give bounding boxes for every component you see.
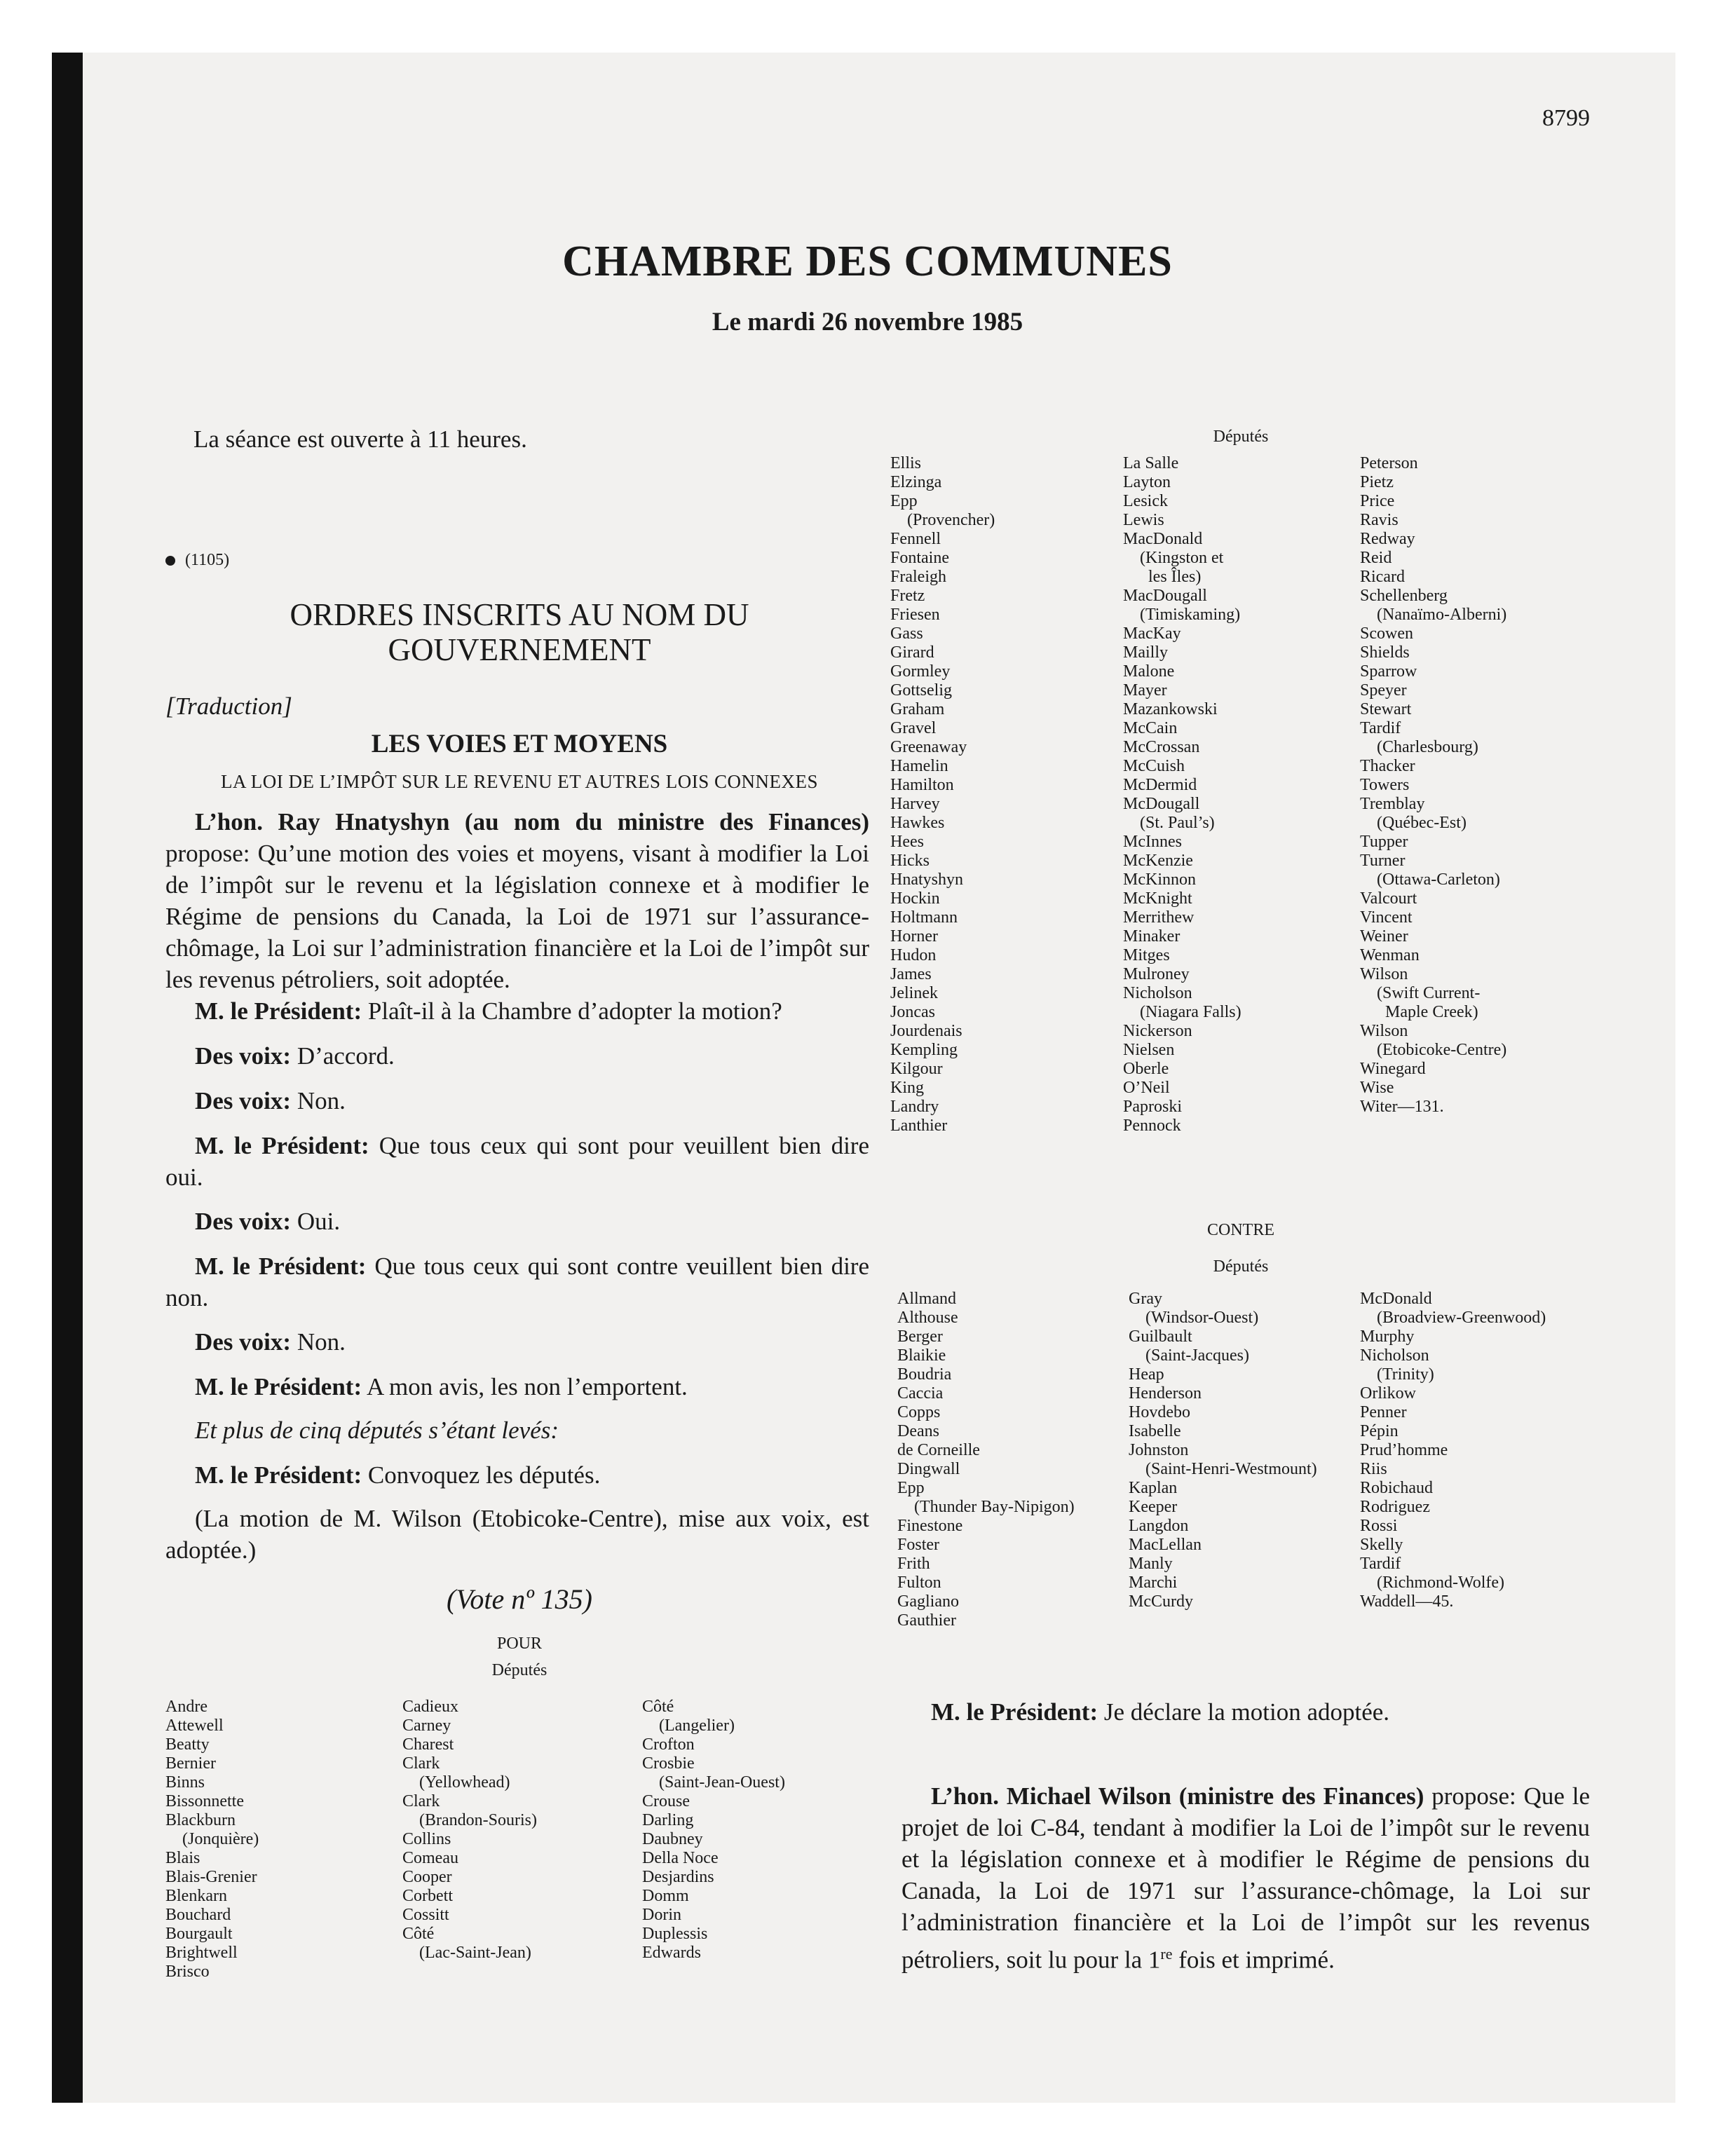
deputy-name: Keeper <box>1129 1498 1178 1516</box>
deputy-name: Gauthier <box>897 1611 956 1630</box>
pour-list-col3 <box>642 1698 785 1963</box>
deputy-name: (Niagara Falls) <box>1123 1003 1241 1021</box>
contre-col3 <box>1360 1290 1546 1611</box>
deputy-name: Duplessis <box>642 1925 708 1943</box>
deputy-name: Horner <box>890 927 938 946</box>
deputy-name: (Richmond-Wolfe) <box>1360 1574 1505 1592</box>
deputy-name: (Broadview-Greenwood) <box>1360 1309 1546 1327</box>
deputy-name: Clark <box>402 1754 440 1773</box>
deputy-name: McKenzie <box>1123 852 1193 870</box>
deputy-name: Witer—131. <box>1360 1098 1444 1116</box>
deputy-name: Redway <box>1360 530 1415 548</box>
deputy-name: (Québec-Est) <box>1360 814 1467 832</box>
deputy-name: Riis <box>1360 1460 1387 1478</box>
deputy-name: Bernier <box>165 1754 216 1773</box>
contre-deputes-label: Députés <box>1213 1257 1269 1276</box>
bill-superscript: re <box>1160 1945 1173 1963</box>
deputy-name: Epp <box>890 492 918 510</box>
bill-paragraph <box>901 1780 1590 1976</box>
pour-continued-col3 <box>1360 454 1506 1117</box>
deputy-name: (Etobicoke-Centre) <box>1360 1041 1507 1059</box>
deputy-name: McKnight <box>1123 889 1192 908</box>
deputy-name: Gray <box>1129 1290 1162 1308</box>
deputy-name: Cadieux <box>402 1698 458 1716</box>
deputy-name: (Langelier) <box>642 1717 735 1735</box>
deputy-name: McCurdy <box>1129 1592 1193 1611</box>
deputy-name: Scowen <box>1360 625 1413 643</box>
deputy-name: Prud’homme <box>1360 1441 1448 1459</box>
contre-label: CONTRE <box>1207 1221 1274 1239</box>
deputy-name: (Swift Current- <box>1360 984 1481 1002</box>
deputy-name: Wilson <box>1360 1022 1408 1040</box>
deputy-name: (Windsor-Ouest) <box>1129 1309 1259 1327</box>
deputy-name: La Salle <box>1123 454 1179 472</box>
deputy-name: Finestone <box>897 1517 963 1535</box>
deputy-name: Mitges <box>1123 946 1170 964</box>
contre-col2 <box>1129 1290 1317 1611</box>
pour-label: POUR <box>496 1635 543 1653</box>
deputy-name: Ellis <box>890 454 922 472</box>
deputy-name: Allmand <box>897 1290 956 1308</box>
deputy-name: Fulton <box>897 1574 941 1592</box>
deputy-name: Sparrow <box>1360 662 1417 681</box>
contre-col1 <box>897 1290 1075 1630</box>
deputy-name: Nickerson <box>1123 1022 1192 1040</box>
deputy-name: Bourgault <box>165 1925 233 1943</box>
deputy-name: Desjardins <box>642 1868 714 1886</box>
sitting-date: Le mardi 26 novembre 1985 <box>712 308 1023 336</box>
deputy-name: Fontaine <box>890 549 949 567</box>
pour-continued-col1 <box>890 454 995 1135</box>
deputy-name: Ravis <box>1360 511 1399 529</box>
deputy-name: King <box>890 1079 924 1097</box>
deputy-name: Orlikow <box>1360 1384 1416 1403</box>
deputy-name: Blais <box>165 1849 200 1867</box>
speaker: M. le Président: <box>195 1373 362 1400</box>
deputy-name: Speyer <box>1360 681 1407 700</box>
deputy-name: Carney <box>402 1717 451 1735</box>
deputy-name: McDermid <box>1123 776 1197 794</box>
deputy-name: Paproski <box>1123 1098 1182 1116</box>
deputy-name: Henderson <box>1129 1384 1202 1403</box>
page-number: 8799 <box>1542 105 1590 131</box>
deputy-name: Bouchard <box>165 1906 231 1924</box>
deputy-name: Marchi <box>1129 1574 1178 1592</box>
deputy-name: (Yellowhead) <box>402 1773 510 1792</box>
deputy-name: Waddell—45. <box>1360 1592 1454 1611</box>
bill-text-end: fois et imprimé. <box>1172 1946 1335 1974</box>
deputy-name: Dorin <box>642 1906 681 1924</box>
deputy-name: MacKay <box>1123 625 1181 643</box>
deputy-name: Crosbie <box>642 1754 695 1773</box>
deputy-name: Binns <box>165 1773 205 1792</box>
deputy-name: Peterson <box>1360 454 1418 472</box>
deputy-name: Rodriguez <box>1360 1498 1430 1516</box>
deputy-name: Pennock <box>1123 1117 1181 1135</box>
deputy-name: Hicks <box>890 852 930 870</box>
deputy-name: O’Neil <box>1123 1079 1170 1097</box>
time-marker-text: (1105) <box>185 551 230 569</box>
deputy-name: Schellenberg <box>1360 587 1448 605</box>
time-marker <box>165 551 229 570</box>
deputy-name: Andre <box>165 1698 207 1716</box>
deputy-name: Côté <box>642 1698 674 1716</box>
deputy-name: Darling <box>642 1811 694 1829</box>
deputy-name: Thacker <box>1360 757 1415 775</box>
deputy-name: Edwards <box>642 1944 701 1962</box>
deputy-name: Tardif <box>1360 719 1401 737</box>
deputy-name: de Corneille <box>897 1441 980 1459</box>
pour-continued-col2 <box>1123 454 1241 1135</box>
deputy-name: Jourdenais <box>890 1022 962 1040</box>
deputy-name: McKinnon <box>1123 871 1196 889</box>
deputy-name: (Ottawa-Carleton) <box>1360 871 1500 889</box>
deputy-name: Hnatyshyn <box>890 871 963 889</box>
deputy-name: Copps <box>897 1403 941 1421</box>
deputy-name: Deans <box>897 1422 939 1440</box>
deputy-name: Fraleigh <box>890 568 946 586</box>
deputy-name: Hovdebo <box>1129 1403 1190 1421</box>
sub-subsection-title: LA LOI DE L’IMPÔT SUR LE REVENU ET AUTRES LOIS CONNEXES <box>220 771 818 792</box>
pour-deputes-label: Députés <box>491 1661 547 1679</box>
deputy-name: Graham <box>890 700 945 718</box>
deputy-name: Valcourt <box>1360 889 1417 908</box>
deputy-name: James <box>890 965 932 983</box>
deputy-name: Fretz <box>890 587 925 605</box>
deputy-name: Tremblay <box>1360 795 1425 813</box>
deputy-name: Wenman <box>1360 946 1420 964</box>
scan-binding-shadow <box>52 53 83 2103</box>
deputy-name: (Jonquière) <box>165 1830 259 1848</box>
bill-speaker: L’hon. Michael Wilson (ministre des Finances) <box>931 1782 1424 1810</box>
deputy-name: Blenkarn <box>165 1887 227 1905</box>
deputy-name: Lesick <box>1123 492 1168 510</box>
deputy-name: Gravel <box>890 719 937 737</box>
deputy-name: Fennell <box>890 530 941 548</box>
deputy-name: Jelinek <box>890 984 938 1002</box>
deputy-name: Vincent <box>1360 908 1413 927</box>
deputy-name: Harvey <box>890 795 940 813</box>
deputy-name: Corbett <box>402 1887 453 1905</box>
deputy-name: Robichaud <box>1360 1479 1433 1497</box>
deputy-name: Mayer <box>1123 681 1167 700</box>
section-title-line1: ORDRES INSCRITS AU NOM DU <box>290 597 749 632</box>
deputy-name: Hamilton <box>890 776 954 794</box>
deputy-name: Hamelin <box>890 757 948 775</box>
deputy-name: (Saint-Jacques) <box>1129 1346 1249 1365</box>
deputy-name: Epp <box>897 1479 925 1497</box>
deputy-name: (Nanaïmo-Alberni) <box>1360 606 1507 624</box>
deputy-name: McCrossan <box>1123 738 1200 756</box>
speaker: M. le Président: <box>195 1132 369 1159</box>
bullet-icon <box>165 556 175 566</box>
deputy-name: Cossitt <box>402 1906 449 1924</box>
deputy-name: Cooper <box>402 1868 452 1886</box>
deputy-name: (St. Paul’s) <box>1123 814 1215 832</box>
speech: Non. <box>291 1328 346 1356</box>
deputy-name: Hudon <box>890 946 937 964</box>
deputy-name: Clark <box>402 1792 440 1810</box>
opening-line: La séance est ouverte à 11 heures. <box>193 425 527 453</box>
deputy-name: Berger <box>897 1328 943 1346</box>
deputy-name: Rossi <box>1360 1517 1398 1535</box>
deputy-name: Althouse <box>897 1309 958 1327</box>
exchange-2 <box>165 1040 869 1072</box>
deputy-name: Gottselig <box>890 681 952 700</box>
deputy-name: (Provencher) <box>890 511 995 529</box>
deputy-name: Winegard <box>1360 1060 1426 1078</box>
deputy-name: Boudria <box>897 1365 952 1384</box>
deputy-name: Mailly <box>1123 643 1168 662</box>
deputy-name: Collins <box>402 1830 451 1848</box>
speaker: Des voix: <box>195 1208 292 1235</box>
motion-paragraph <box>165 806 869 995</box>
deputy-name: Manly <box>1129 1555 1173 1573</box>
deputy-name: Nielsen <box>1123 1041 1175 1059</box>
deputy-name: Penner <box>1360 1403 1407 1421</box>
speaker: M. le Président: <box>931 1698 1098 1726</box>
translation-tag: [Traduction] <box>165 692 292 720</box>
exchange-1 <box>165 995 869 1027</box>
speech: A mon avis, les non l’emportent. <box>362 1373 688 1400</box>
deputy-name: Hees <box>890 833 924 851</box>
deputy-name: Attewell <box>165 1717 224 1735</box>
speech: Convoquez les députés. <box>362 1461 601 1489</box>
speech: Non. <box>291 1087 346 1114</box>
speech: Oui. <box>291 1208 341 1235</box>
deputy-name: McCain <box>1123 719 1178 737</box>
deputy-name: Mulroney <box>1123 965 1190 983</box>
deputy-name: Pépin <box>1360 1422 1399 1440</box>
deputy-name: Elzinga <box>890 473 942 491</box>
deputy-name: Frith <box>897 1555 930 1573</box>
deputy-name: Caccia <box>897 1384 944 1403</box>
deputy-name: Layton <box>1123 473 1171 491</box>
deputy-name: Greenaway <box>890 738 967 756</box>
speaker: M. le Président: <box>195 1461 362 1489</box>
deputy-name: Maple Creek) <box>1360 1003 1478 1021</box>
deputy-name: McCuish <box>1123 757 1185 775</box>
deputy-name: Tardif <box>1360 1555 1401 1573</box>
bill-text: propose: Que le projet de loi C-84, tendant à modifier la Loi de l’impôt sur le revenu et la législation connexe et à modifier le Régime de pensions du Canada, la Loi de 1971 sur l’assurance-chômage, la Loi sur l’administration financière et la Loi de l’impôt sur les revenus pétroliers, soit lu pour la 1 <box>901 1782 1590 1974</box>
deputy-name: Dingwall <box>897 1460 960 1478</box>
deputy-name: les Îles) <box>1123 568 1202 586</box>
deputy-name: Heap <box>1129 1365 1164 1384</box>
deputy-name: Wilson <box>1360 965 1408 983</box>
deputy-name: Kempling <box>890 1041 958 1059</box>
deputy-name: Foster <box>897 1536 939 1554</box>
deputy-name: Isabelle <box>1129 1422 1181 1440</box>
deputy-name: Kilgour <box>890 1060 943 1078</box>
vote-result: (La motion de M. Wilson (Etobicoke-Centre), mise aux voix, est adoptée.) <box>165 1505 869 1564</box>
deputy-name: Daubney <box>642 1830 703 1848</box>
deputy-name: (Lac-Saint-Jean) <box>402 1944 531 1962</box>
page-title: CHAMBRE DES COMMUNES <box>562 238 1173 285</box>
deputy-name: Merrithew <box>1123 908 1195 927</box>
deputy-name: Price <box>1360 492 1395 510</box>
deputy-name: Bissonnette <box>165 1792 244 1810</box>
section-title <box>165 597 873 667</box>
exchange-6 <box>165 1250 869 1314</box>
deputy-name: (Charlesbourg) <box>1360 738 1478 756</box>
deputy-name: McInnes <box>1123 833 1182 851</box>
speaker: Des voix: <box>195 1042 292 1070</box>
deputy-name: Skelly <box>1360 1536 1403 1554</box>
deputy-name: Beatty <box>165 1735 210 1754</box>
deputy-name: Girard <box>890 643 934 662</box>
declare-line <box>901 1696 1389 1728</box>
deputy-name: Joncas <box>890 1003 935 1021</box>
speech: Plaît-il à la Chambre d’adopter la motion? <box>362 997 782 1025</box>
deputy-name: Towers <box>1360 776 1410 794</box>
exchange-4 <box>165 1130 869 1193</box>
pour-list-col1 <box>165 1698 259 1981</box>
deputy-name: Murphy <box>1360 1328 1415 1346</box>
deputy-name: Pietz <box>1360 473 1394 491</box>
deputy-name: (Timiskaming) <box>1123 606 1241 624</box>
exchange-3 <box>165 1085 869 1117</box>
deputy-name: Turner <box>1360 852 1406 870</box>
deputy-name: Kaplan <box>1129 1479 1178 1497</box>
deputy-name: Johnston <box>1129 1441 1189 1459</box>
deputy-name: (Kingston et <box>1123 549 1224 567</box>
deputy-name: Lewis <box>1123 511 1164 529</box>
vote-number: (Vote nº 135) <box>447 1583 592 1615</box>
deputy-name: Blais-Grenier <box>165 1868 257 1886</box>
deputy-name: Brisco <box>165 1963 210 1981</box>
stage-direction: Et plus de cinq députés s’étant levés: <box>195 1417 559 1444</box>
deputy-name: Charest <box>402 1735 454 1754</box>
deputy-name: McDonald <box>1360 1290 1432 1308</box>
deputy-name: Mazankowski <box>1123 700 1218 718</box>
deputy-name: MacDonald <box>1123 530 1203 548</box>
deputy-name: (Saint-Henri-Westmount) <box>1129 1460 1317 1478</box>
speaker: Des voix: <box>195 1087 292 1114</box>
deputy-name: Reid <box>1360 549 1392 567</box>
deputy-name: Gass <box>890 625 923 643</box>
deputy-name: Guilbault <box>1129 1328 1192 1346</box>
subsection-title: LES VOIES ET MOYENS <box>371 730 668 758</box>
exchange-5 <box>165 1206 869 1237</box>
deputy-name: Domm <box>642 1887 689 1905</box>
deputy-name: Tupper <box>1360 833 1408 851</box>
deputy-name: Malone <box>1123 662 1175 681</box>
deputy-name: Friesen <box>890 606 940 624</box>
pour-continued-deputes-label: Députés <box>1213 428 1269 446</box>
deputy-name: Langdon <box>1129 1517 1189 1535</box>
deputy-name: Gormley <box>890 662 951 681</box>
deputy-name: (Brandon-Souris) <box>402 1811 537 1829</box>
deputy-name: MacDougall <box>1123 587 1207 605</box>
motion-text: propose: Qu’une motion des voies et moyens, visant à modifier la Loi de l’impôt sur le revenu et la législation connexe et à modifier le Régime de pensions du Canada, la Loi de 1971 sur l’assurance-chômage, la Loi sur l’administration financière et la Loi de l’impôt sur les revenus pétroliers, soit adoptée. <box>165 840 869 993</box>
section-title-line2: GOUVERNEMENT <box>388 632 651 667</box>
deputy-name: Minaker <box>1123 927 1181 946</box>
deputy-name: Brightwell <box>165 1944 238 1962</box>
speaker: Des voix: <box>195 1328 292 1356</box>
deputy-name: Comeau <box>402 1849 458 1867</box>
deputy-name: Blaikie <box>897 1346 946 1365</box>
speaker: M. le Président: <box>195 1253 367 1280</box>
motion-speaker: L’hon. Ray Hnatyshyn (au nom du ministre des Finances) <box>195 808 869 835</box>
exchange-7 <box>165 1326 869 1358</box>
deputy-name: Stewart <box>1360 700 1412 718</box>
deputy-name: Shields <box>1360 643 1410 662</box>
deputy-name: Wise <box>1360 1079 1394 1097</box>
deputy-name: MacLellan <box>1129 1536 1202 1554</box>
convoke-line <box>165 1459 600 1491</box>
deputy-name: Landry <box>890 1098 939 1116</box>
deputy-name: Nicholson <box>1123 984 1192 1002</box>
deputy-name: Blackburn <box>165 1811 236 1829</box>
exchange-8 <box>165 1371 869 1403</box>
deputy-name: Côté <box>402 1925 435 1943</box>
deputy-name: Hawkes <box>890 814 945 832</box>
deputy-name: Nicholson <box>1360 1346 1429 1365</box>
deputy-name: Gagliano <box>897 1592 959 1611</box>
deputy-name: Hockin <box>890 889 940 908</box>
pour-list-col2 <box>402 1698 537 1963</box>
deputy-name: Ricard <box>1360 568 1405 586</box>
deputy-name: (Thunder Bay-Nipigon) <box>897 1498 1075 1516</box>
deputy-name: Della Noce <box>642 1849 719 1867</box>
deputy-name: Lanthier <box>890 1117 948 1135</box>
deputy-name: McDougall <box>1123 795 1200 813</box>
deputy-name: Crofton <box>642 1735 695 1754</box>
speech: Que tous ceux qui sont pour veuillent bien dire oui. <box>165 1132 869 1191</box>
speech: Je déclare la motion adoptée. <box>1098 1698 1390 1726</box>
speech: Que tous ceux qui sont contre veuillent bien dire non. <box>165 1253 869 1311</box>
deputy-name: (Saint-Jean-Ouest) <box>642 1773 785 1792</box>
speaker: M. le Président: <box>195 997 362 1025</box>
deputy-name: Crouse <box>642 1792 690 1810</box>
speech: D’accord. <box>291 1042 395 1070</box>
deputy-name: Oberle <box>1123 1060 1169 1078</box>
deputy-name: (Trinity) <box>1360 1365 1434 1384</box>
deputy-name: Weiner <box>1360 927 1408 946</box>
deputy-name: Holtmann <box>890 908 958 927</box>
